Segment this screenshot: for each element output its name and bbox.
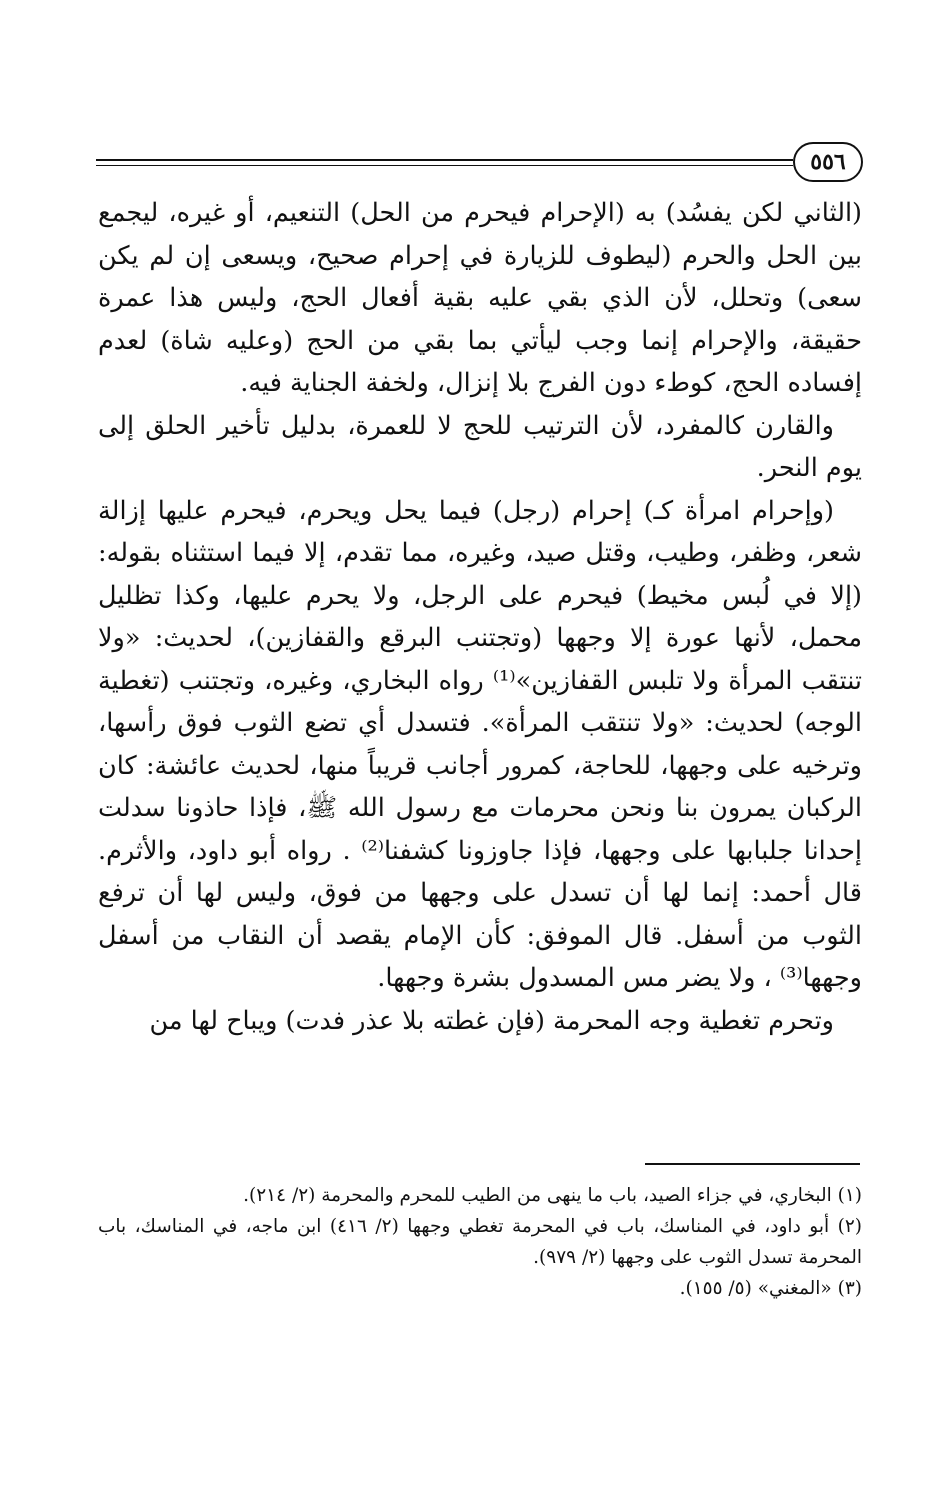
main-text [98,192,862,1042]
footnote-separator [645,1163,860,1165]
footnotes [98,1180,862,1304]
paragraph: (وإحرام امرأة كـ) إحرام (رجل) فيما يحل ويحرم، فيحرم عليها إزالة شعر، وظفر، وطيب، وقتل صيد، وغيره، مما تقدم، إلا فيما استثناه بقوله: (إلا في لُبس مخيط) فيحرم على الرجل، ولا يحرم عليها، وكذا تظليل محمل، لأنها عورة إلا وجهها (وتجتنب البرقع والقفازين)، لحديث: «ولا تنتقب المرأة ولا تلبس القفازين»⁽¹⁾ رواه البخاري، وغيره، وتجتنب (تغطية الوجه) لحديث: «ولا تنتقب المرأة». فتسدل أي تضع الثوب فوق رأسها، وترخيه على وجهها، للحاجة، كمرور أجانب قريباً منها، لحديث عائشة: كان الركبان يمرون بنا ونحن محرمات مع رسول الله ﷺ، فإذا حاذونا سدلت إحدانا جلبابها على وجهها، فإذا جاوزونا كشفنا⁽²⁾ . رواه أبو داود، والأثرم. قال أحمد: إنما لها أن تسدل على وجهها من فوق، وليس لها أن ترفع الثوب من أسفل. قال الموفق: كأن الإمام يقصد أن النقاب من أسفل وجهها⁽³⁾ ، ولا يضر مس المسدول بشرة وجهها. [98,495,862,993]
header-rule [96,159,793,161]
paragraph: والقارن كالمفرد، لأن الترتيب للحج لا للعمرة، بدليل تأخير الحلق إلى يوم النحر. [98,410,862,483]
footnote: (٣) «المغني» (٥/ ١٥٥). [679,1278,862,1299]
footnote: (١) البخاري، في جزاء الصيد، باب ما ينهى من الطيب للمحرم والمحرمة (٢/ ٢١٤). [243,1185,862,1206]
paragraph: وتحرم تغطية وجه المحرمة (فإن غطته بلا عذر فدت) ويباح لها من [149,1005,834,1036]
paragraph: (الثاني لكن يفسُد) به (الإحرام فيحرم من الحل) التنعيم، أو غيره، ليجمع بين الحل والحرم (ليطوف للزيارة في إحرام صحيح، ويسعى إن لم يكن سعى) وتحلل، لأن الذي بقي عليه بقية أفعال الحج، وليس هذا عمرة حقيقة، والإحرام إنما وجب ليأتي بما بقي من الحج (وعليه شاة) لعدم إفساده الحج، كوطء دون الفرج بلا إنزال، ولخفة الجناية فيه. [98,198,862,398]
page-number: ٥٥٦ [793,142,863,182]
header-rule-thin [96,165,793,166]
page-header [96,142,863,192]
footnote: (٢) أبو داود، في المناسك، باب في المحرمة تغطي وجهها (٢/ ٤١٦) ابن ماجه، في المناسك، باب المحرمة تسدل الثوب على وجهها (٢/ ٩٧٩). [98,1216,862,1268]
